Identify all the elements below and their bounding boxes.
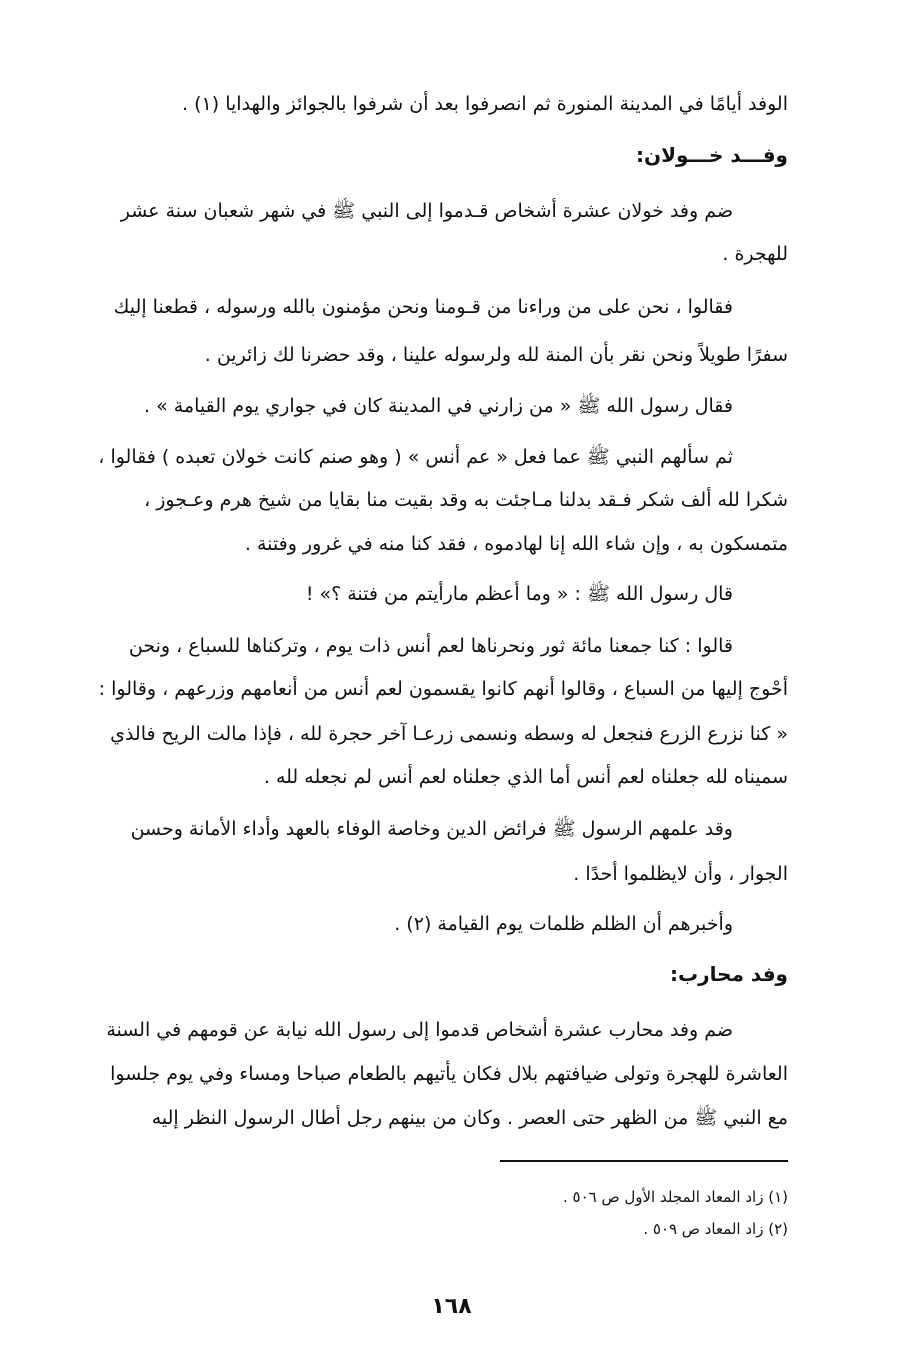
text-line: الوفد أيامًا في المدينة المنورة ثم انصرفوا بعد أن شرفوا بالجوائز والهدايا (١) .	[182, 93, 788, 115]
text-line: شكرا لله ألف شكر فـقد بدلنا مـاجئت به وقد بقيت منا بقايا من شيخ هرم وعـجوز ،	[144, 489, 788, 511]
text-line: فقالوا ، نحن على من وراءنا من قـومنا ونحن مؤمنون بالله ورسوله ، قطعنا إليك	[113, 296, 733, 318]
page-number: ١٦٨	[431, 1294, 472, 1319]
text-line: للهجرة .	[722, 243, 788, 265]
footnote: (٢) زاد المعاد ص ٥٠٩ .	[643, 1220, 788, 1238]
text-line: ضم وفد محارب عشرة أشخاص قدموا إلى رسول الله نيابة عن قومهم في السنة	[106, 1019, 733, 1041]
footnote: (١) زاد المعاد المجلد الأول ص ٥٠٦ .	[562, 1188, 788, 1206]
text-line: وقد علمهم الرسول ﷺ فرائض الدين وخاصة الوفاء بالعهد وأداء الأمانة وحسن	[130, 818, 733, 840]
text-line: سميناه لله جعلناه لعم أنس أما الذي جعلناه لعم أنس لم نجعله لله .	[263, 766, 788, 788]
text-line: « كنا نزرع الزرع فنجعل له وسطه ونسمى زرعـا آخر حجرة لله ، فإذا مالت الريح فالذي	[110, 723, 788, 745]
text-line: مع النبي ﷺ من الظهر حتى العصر . وكان من بينهم رجل أطال الرسول النظر إليه	[151, 1107, 788, 1129]
text-line: الجوار ، وأن لايظلموا أحدًا .	[573, 863, 788, 885]
text-line: ثم سألهم النبي ﷺ عما فعل « عم أنس » ( وهو صنم كانت خولان تعبده ) فقالوا ،	[98, 446, 733, 468]
text-line: ضم وفد خولان عشرة أشخاص قـدموا إلى النبي ﷺ في شهر شعبان سنة عشر	[120, 200, 733, 222]
text-line: العاشرة للهجرة وتولى ضيافتهم بلال فكان يأتيهم بالطعام صباحا ومساء وفي يوم جلسوا	[110, 1063, 788, 1085]
text-line: وأخبرهم أن الظلم ظلمات يوم القيامة (٢) .	[394, 913, 733, 935]
text-line: قال رسول الله ﷺ : « وما أعظم مارأيتم من فتنة ؟» !	[305, 583, 733, 605]
text-line: متمسكون به ، وإن شاء الله إنا لهادموه ، فقد كنا منه في غرور وفتنة .	[244, 533, 788, 555]
text-line: فقال رسول الله ﷺ « من زارني في المدينة كان في جواري يوم القيامة » .	[144, 395, 733, 417]
text-line: أحْوج إليها من السباع ، وقالوا أنهم كانوا يقسمون لعم أنس من أنعامهم وزرعهم ، وقالوا :	[98, 678, 788, 700]
section-heading-muharib: وفد محارب:	[670, 962, 788, 986]
text-line: سفرًا طويلاً ونحن نقر بأن المنة لله ولرسوله علينا ، وقد حضرنا لك زائرين .	[204, 344, 788, 366]
text-line: قالوا : كنا جمعنا مائة ثور ونحرناها لعم أنس ذات يوم ، وتركناها للسباع ، ونحن	[128, 635, 733, 657]
footnote-divider	[500, 1160, 788, 1162]
section-heading-khawlan: وفـــد خـــولان:	[636, 143, 788, 167]
